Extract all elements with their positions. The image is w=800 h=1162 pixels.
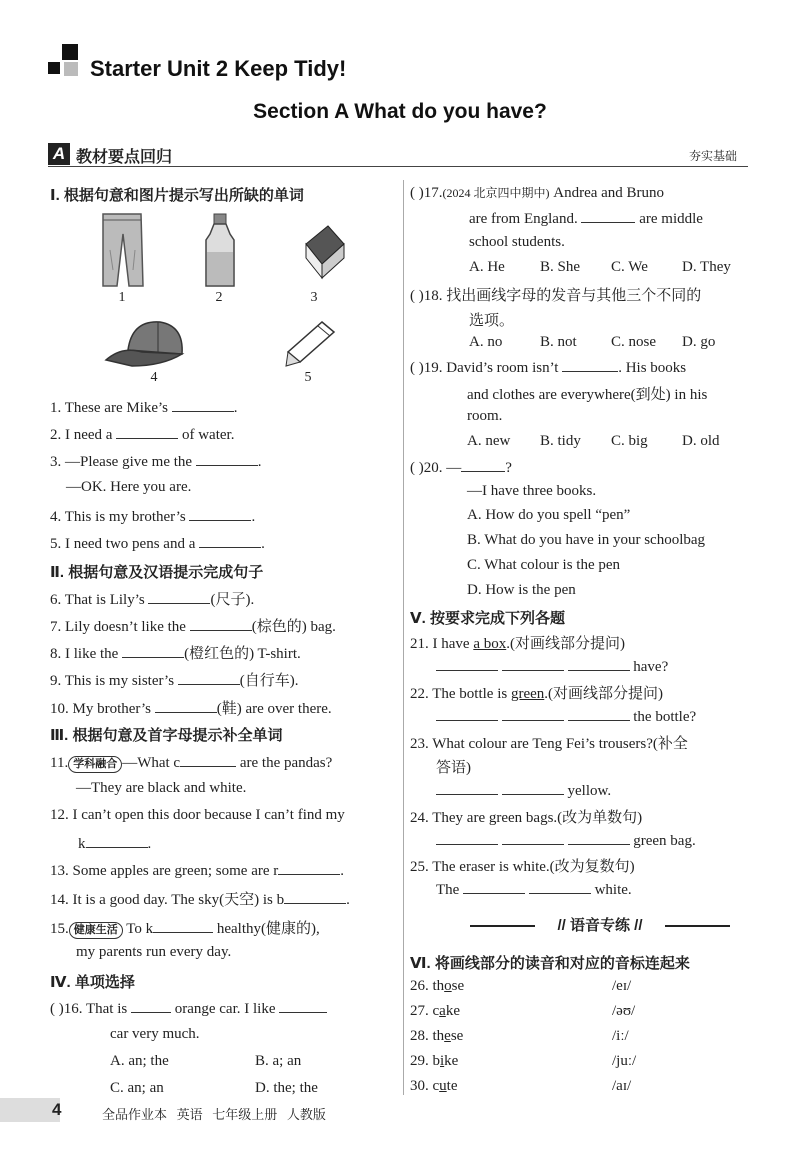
- q21-answer: [436, 657, 668, 676]
- phonics-word-post: ke: [445, 1003, 461, 1019]
- q20-text-end: ?: [505, 460, 512, 476]
- q18: ( )18. 找出画线字母的发音与其他三个不同的: [410, 288, 702, 304]
- q15-tag: 健康生活: [69, 922, 123, 939]
- q17-text: ( )17.: [410, 185, 443, 201]
- q19-text: ( )19. David’s room isn’t: [410, 360, 559, 376]
- q6-hint: (尺子).: [210, 592, 255, 608]
- q17-text-2: are from England.: [469, 211, 578, 227]
- section-a-rule: [48, 166, 748, 167]
- q2-text-end: of water.: [181, 427, 235, 443]
- q25-blank-2[interactable]: [529, 880, 591, 894]
- phonics-banner: // 语音专练 //: [557, 917, 643, 934]
- q22-blank-2[interactable]: [502, 707, 564, 721]
- phonics-num: 28.: [410, 1028, 429, 1044]
- q6: [50, 588, 254, 609]
- q18-option-c[interactable]: C. nose: [611, 334, 656, 350]
- phonics-word-post: se: [451, 978, 465, 994]
- q8-blank[interactable]: [122, 644, 184, 658]
- q23-answer-end: yellow.: [567, 783, 612, 799]
- q15-blank[interactable]: [153, 919, 213, 933]
- q11-num: 11.: [50, 755, 69, 771]
- q19-line2: and clothes are everywhere(到处) in his: [467, 387, 708, 403]
- section-a-label: 教材要点回归: [76, 149, 173, 166]
- phonics-item: [410, 1028, 463, 1045]
- q21-blank-3[interactable]: [568, 657, 630, 671]
- q16-blank-2[interactable]: [279, 999, 327, 1013]
- phonics-word-post: ke: [444, 1053, 459, 1069]
- phonics-word-post: te: [446, 1078, 458, 1094]
- picture-label-1: 1: [118, 290, 126, 305]
- q3-answer: —OK. Here you are.: [66, 479, 192, 495]
- q23: 23. What colour are Teng Fei’s trousers?(补全: [410, 736, 688, 752]
- eraser-icon: [298, 222, 348, 282]
- phonics-item: [410, 1078, 458, 1095]
- q25-answer-end: white.: [594, 882, 632, 898]
- q19: [410, 358, 686, 377]
- q19-text-end: . His books: [618, 360, 687, 376]
- q15-text: To k: [126, 921, 154, 937]
- q15-line2: my parents run every day.: [76, 944, 232, 960]
- q21-answer-end: have?: [633, 659, 669, 675]
- q24-answer-end: green bag.: [633, 833, 696, 849]
- phonics-word-pre: th: [432, 1028, 445, 1044]
- q2-blank[interactable]: [116, 425, 178, 439]
- q21-instruction: .(对画线部分提问): [506, 636, 625, 652]
- header-square-icon: [48, 62, 60, 74]
- bottle-icon: [200, 212, 240, 290]
- q11-answer: —They are black and white.: [76, 780, 247, 796]
- q21-underlined: a box: [473, 636, 507, 652]
- phonics-word-post: se: [450, 1028, 464, 1044]
- q17-text-end: Andrea and Bruno: [553, 185, 665, 201]
- trousers-icon: [95, 210, 150, 290]
- q22-instruction: .(对画线部分提问): [544, 686, 664, 702]
- q7-hint: (棕色的) bag.: [251, 619, 336, 635]
- q11-text: —What c: [122, 755, 181, 771]
- q17-option-d[interactable]: D. They: [682, 259, 731, 275]
- q10: [50, 697, 332, 718]
- q23-line2: 答语): [436, 760, 471, 776]
- picture-label-5: 5: [304, 370, 312, 385]
- q19-option-d[interactable]: D. old: [682, 433, 720, 449]
- phonics-ipa[interactable]: /əʊ/: [612, 1003, 636, 1019]
- q22-answer-end: the bottle?: [633, 709, 697, 725]
- q17-line3: school students.: [469, 234, 565, 250]
- section-a-badge: A: [48, 143, 70, 165]
- q25-answer-start: The: [436, 882, 460, 898]
- picture-label-3: 3: [310, 290, 318, 305]
- q16-option-c[interactable]: C. an; an: [110, 1080, 164, 1096]
- q19-blank[interactable]: [562, 358, 618, 372]
- q9: [50, 669, 299, 690]
- phonics-ipa[interactable]: /eɪ/: [612, 978, 632, 994]
- pencil-icon: [282, 318, 338, 370]
- phonics-word-pre: th: [432, 978, 445, 994]
- q7-blank[interactable]: [190, 617, 252, 631]
- phonics-num: 30.: [410, 1078, 429, 1094]
- picture-label-4: 4: [150, 370, 158, 385]
- q16-blank-1[interactable]: [131, 999, 171, 1013]
- q12-blank[interactable]: [86, 834, 148, 848]
- q13-text: 13. Some apples are green; some are r: [50, 863, 279, 879]
- q16-option-b[interactable]: B. a; an: [255, 1053, 302, 1069]
- q15-num: 15.: [50, 921, 69, 937]
- q24-blank-1[interactable]: [436, 831, 498, 845]
- q16-text-mid: orange car. I like: [174, 1001, 276, 1017]
- q21-blank-2[interactable]: [502, 657, 564, 671]
- q2: [50, 425, 234, 444]
- part1-heading: Ⅰ. 根据句意和图片提示写出所缺的单词: [50, 187, 304, 204]
- q22: [410, 682, 663, 703]
- phonics-word-pre: b: [432, 1053, 440, 1069]
- q20-text: ( )20. —: [410, 460, 462, 476]
- q18-option-d[interactable]: D. go: [682, 334, 716, 350]
- q22-blank-1[interactable]: [436, 707, 498, 721]
- q5-text: 5. I need two pens and a: [50, 536, 196, 552]
- q10-hint: (鞋) are over there.: [216, 701, 332, 717]
- phonics-word-underlined: i: [440, 1053, 445, 1069]
- q25-blank-1[interactable]: [463, 880, 525, 894]
- q1-blank[interactable]: [172, 398, 234, 412]
- q21-blank-1[interactable]: [436, 657, 498, 671]
- q11: [50, 753, 332, 773]
- q13: 13. Some apples are green; some are r .: [50, 863, 344, 879]
- part2-heading: Ⅱ. 根据句意及汉语提示完成句子: [50, 564, 264, 581]
- phonics-word-underlined: a: [439, 1003, 446, 1019]
- q2-text: 2. I need a: [50, 427, 113, 443]
- q5: 5. I need two pens and a .: [50, 536, 265, 552]
- q23-answer: [436, 781, 611, 800]
- q3-text: 3. —Please give me the: [50, 454, 193, 470]
- q12: 12. I can’t open this door because I can’t find my: [50, 807, 345, 823]
- q9-text: 9. This is my sister’s: [50, 673, 175, 689]
- q16-option-a[interactable]: A. an; the: [110, 1053, 169, 1069]
- q11-text-end: are the pandas?: [239, 755, 333, 771]
- q25: 25. The eraser is white.(改为复数句): [410, 859, 635, 875]
- q19-option-b[interactable]: B. tidy: [540, 433, 581, 449]
- q13-blank[interactable]: [278, 861, 340, 875]
- phonics-num: 26.: [410, 978, 429, 994]
- q19-option-a[interactable]: A. new: [467, 433, 511, 449]
- column-divider: [403, 180, 404, 1095]
- q17-text-3: are middle: [639, 211, 703, 227]
- q20-blank[interactable]: [461, 458, 505, 472]
- cap-icon: [102, 316, 192, 370]
- q16-text: ( )16. That is: [50, 1001, 128, 1017]
- q15: [50, 917, 320, 939]
- footer-bar: [0, 1098, 60, 1122]
- q22-answer: [436, 707, 696, 726]
- phonics-word-underlined: o: [444, 978, 452, 994]
- phonics-word-underlined: e: [444, 1028, 451, 1044]
- phonics-item: [410, 978, 464, 995]
- q23-blank-2[interactable]: [502, 781, 564, 795]
- q17-blank[interactable]: [581, 209, 635, 223]
- q17-option-a[interactable]: A. He: [469, 259, 505, 275]
- q12-letter: k: [78, 836, 86, 852]
- phonics-num: 27.: [410, 1003, 429, 1019]
- q18-option-a[interactable]: A. no: [469, 334, 503, 350]
- footer-text: 全品作业本 英语 七年级上册 人教版: [102, 1107, 326, 1122]
- q8: [50, 642, 301, 663]
- phonics-ipa[interactable]: /iː/: [612, 1028, 629, 1044]
- q14: 14. It is a good day. The sky(天空) is b .: [50, 892, 350, 908]
- q23-blank-1[interactable]: [436, 781, 498, 795]
- section-title: Section A What do you have?: [253, 100, 547, 123]
- unit-title: Starter Unit 2 Keep Tidy!: [90, 56, 347, 81]
- q20-option-b[interactable]: B. What do you have in your schoolbag: [467, 532, 706, 548]
- q24-answer: [436, 831, 696, 850]
- q8-hint: (橙红色的) T-shirt.: [184, 646, 301, 662]
- q14-text: 14. It is a good day. The sky(天空) is b: [50, 892, 285, 908]
- q17: [410, 184, 664, 202]
- phonics-ipa[interactable]: /aɪ/: [612, 1078, 632, 1094]
- q12-line2: k .: [78, 836, 152, 852]
- q9-blank[interactable]: [178, 671, 240, 685]
- part5-heading: Ⅴ. 按要求完成下列各题: [410, 610, 565, 627]
- q10-text: 10. My brother’s: [50, 701, 151, 717]
- phonics-item: [410, 1003, 460, 1020]
- q24-blank-3[interactable]: [568, 831, 630, 845]
- q22-text: 22. The bottle is: [410, 686, 508, 702]
- q20-option-a[interactable]: A. How do you spell “pen”: [467, 507, 631, 523]
- q9-hint: (自行车).: [239, 673, 299, 689]
- q22-blank-3[interactable]: [568, 707, 630, 721]
- q16-option-d[interactable]: D. the; the: [255, 1080, 318, 1096]
- q4: 4. This is my brother’s .: [50, 509, 256, 525]
- q17-option-c[interactable]: C. We: [611, 259, 648, 275]
- phonics-word-pre: c: [432, 1003, 440, 1019]
- q19-option-c[interactable]: C. big: [611, 433, 648, 449]
- q3: 3. —Please give me the .: [50, 454, 262, 470]
- q20-option-d[interactable]: D. How is the pen: [467, 582, 576, 598]
- q6-text: 6. That is Lily’s: [50, 592, 145, 608]
- q4-text: 4. This is my brother’s: [50, 509, 186, 525]
- q3-blank[interactable]: [196, 452, 258, 466]
- q6-blank[interactable]: [148, 590, 210, 604]
- q25-answer: [436, 880, 632, 899]
- page-number: 4: [52, 1100, 62, 1119]
- q17-option-b[interactable]: B. She: [540, 259, 581, 275]
- q1-text: 1. These are Mike’s: [50, 400, 169, 416]
- q15-text-end: healthy(健康的),: [216, 921, 320, 937]
- part4-heading: Ⅳ. 单项选择: [50, 974, 135, 991]
- q16-line2: car very much.: [110, 1026, 200, 1042]
- phonics-item: [410, 1053, 458, 1070]
- header-square-icon: [64, 62, 78, 76]
- q11-tag: 学科融合: [68, 756, 122, 773]
- q21-text: 21. I have: [410, 636, 470, 652]
- q17-source: (2024 北京四中期中): [442, 186, 550, 200]
- q24: 24. They are green bags.(改为单数句): [410, 810, 643, 826]
- q18-line2: 选项。: [469, 313, 515, 329]
- q22-underlined: green: [510, 686, 545, 702]
- part3-heading: Ⅲ. 根据句意及首字母提示补全单词: [50, 727, 283, 744]
- q10-blank[interactable]: [155, 699, 217, 713]
- phonics-word-pre: c: [432, 1078, 440, 1094]
- part6-heading: Ⅵ. 将画线部分的读音和对应的音标连起来: [410, 955, 690, 972]
- banner-rule-right: [665, 925, 730, 927]
- phonics-num: 29.: [410, 1053, 429, 1069]
- q11-blank[interactable]: [180, 753, 236, 767]
- section-a-right-label: 夯实基础: [689, 149, 738, 163]
- q16: [50, 999, 327, 1018]
- q8-text: 8. I like the: [50, 646, 119, 662]
- header-square-icon: [62, 44, 78, 60]
- q24-blank-2[interactable]: [502, 831, 564, 845]
- q19-line3: room.: [467, 408, 503, 424]
- phonics-ipa[interactable]: /juː/: [612, 1053, 637, 1069]
- phonics-word-underlined: u: [439, 1078, 447, 1094]
- q21: [410, 632, 625, 653]
- q1: 1. These are Mike’s .: [50, 400, 238, 416]
- q20-line2: —I have three books.: [467, 483, 597, 499]
- phonics-banner-text: 语音专练: [569, 917, 630, 934]
- q7-text: 7. Lily doesn’t like the: [50, 619, 186, 635]
- q5-blank[interactable]: [199, 534, 261, 548]
- picture-label-2: 2: [215, 290, 223, 305]
- q14-blank[interactable]: [284, 890, 346, 904]
- q20: [410, 458, 512, 477]
- q7: [50, 615, 336, 636]
- q4-blank[interactable]: [189, 507, 251, 521]
- q17-line2: [469, 209, 703, 228]
- q18-option-b[interactable]: B. not: [540, 334, 577, 350]
- q20-option-c[interactable]: C. What colour is the pen: [467, 557, 621, 573]
